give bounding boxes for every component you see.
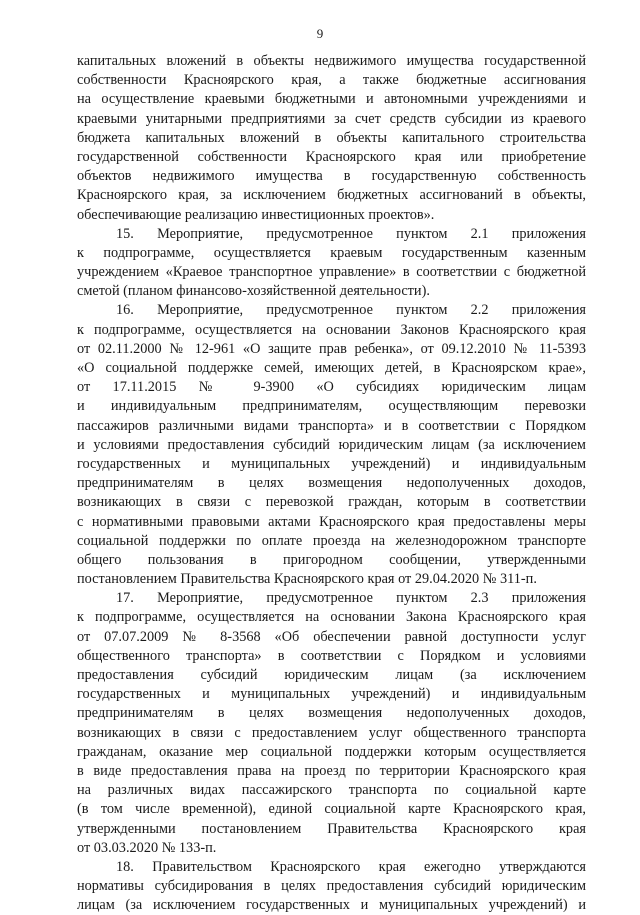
text-line: капитальных вложений в объекты недвижимого имущества государственной [77,53,586,69]
text-line: и индивидуальным предпринимателям, осуществляющим перевозки [77,398,586,415]
text-line: лицам (за исключением государственных и муниципальных учреждений) и [77,897,586,914]
text-line: общественного транспорта» в соответствии с Порядком и условиями [77,647,586,664]
text-line: социальной поддержки по оплате проезда на железнодорожном транспорте [77,532,586,549]
text-line: бюджета капитальных вложений в объекты капитального строительства [77,129,586,146]
text-line: государственных и муниципальных учреждений) и индивидуальным [77,455,586,472]
text-line: собственности Красноярского края, а также бюджетные ассигнования [77,72,586,89]
text-line: 15. Мероприятие, предусмотренное пунктом 2.1 приложения [116,225,586,242]
text-line: на осуществление краевыми бюджетными и автономными учреждениями и [77,91,586,108]
text-line: общего пользования в пригородном сообщении, утвержденными [77,551,586,568]
text-line: (в том числе временной), единой социальной карте Красноярского края, [77,801,586,818]
text-line: к подпрограмме, осуществляется на основании Закона Красноярского края [77,609,586,626]
text-line: государственной собственности Красноярского края или приобретение [77,148,586,165]
text-line: от 03.03.2020 № 133-п. [77,839,217,856]
text-line: от 17.11.2015 № 9-3900 «О субсидиях юридическим лицам [77,379,586,396]
text-line: предпринимателям в целях возмещения недополученных доходов, [77,475,586,492]
text-line: 18. Правительством Красноярского края ежегодно утверждаются [116,858,586,875]
text-line: обеспечивающие реализацию инвестиционных проектов». [77,206,435,223]
text-line: утвержденными постановлением Правительства Красноярского края [77,820,586,837]
text-line: к подпрограмме, осуществляется на основании Законов Красноярского края [77,321,586,338]
text-line: предпринимателям в целях возмещения недополученных доходов, [77,705,586,722]
text-line: Красноярского края, за исключением бюджетных ассигнований в объекты, [77,187,586,204]
text-line: на различных видах пассажирского транспорта по социальной карте [77,782,586,799]
text-line: нормативы субсидирования в целях предоставления субсидий юридическим [77,878,586,895]
text-line: 16. Мероприятие, предусмотренное пунктом 2.2 приложения [116,302,586,319]
text-line: «О социальной поддержке семей, имеющих детей, в Красноярском крае», [77,360,586,376]
text-line: с нормативными правовыми актами Красноярского края предоставлены меры [77,513,586,530]
page-number: 9 [316,26,324,41]
text-line: пассажиров различными видами транспорта» и в соответствии с Порядком [77,417,586,434]
text-line: возникающих в связи с перевозкой граждан, которым в соответствии [77,494,586,511]
text-line: возникающих в связи с предоставлением услуг общественного транспорта [77,724,586,741]
text-line: предоставления субсидий юридическим лицам (за исключением [77,667,586,683]
text-line: к подпрограмме, осуществляется краевым государственным казенным [77,244,586,261]
document-body [77,52,586,915]
text-line: в виде предоставления права на проезд по территории Красноярского края [77,762,586,779]
text-line: учреждением «Краевое транспортное управление» в соответствии с бюджетной [77,264,586,281]
text-line: от 07.07.2009 № 8-3568 «Об обеспечении равной доступности услуг [77,628,586,645]
text-line: краевыми унитарными предприятиями за счет средств субсидии из краевого [77,110,586,127]
text-line: и условиями предоставления субсидий юридическим лицам (за исключением [77,436,586,453]
text-line: постановлением Правительства Красноярского края от 29.04.2020 № 311-п. [77,571,537,588]
text-line: объектов недвижимого имущества в государственную собственность [77,168,586,185]
text-line: от 02.11.2000 № 12-961 «О защите прав ребенка», от 09.12.2010 № 11-5393 [77,340,586,357]
text-line: государственных и муниципальных учреждений) и индивидуальным [77,686,586,703]
text-line: сметой (планом финансово-хозяйственной деятельности). [77,283,430,300]
text-line: 17. Мероприятие, предусмотренное пунктом 2.3 приложения [116,590,586,607]
text-line: гражданам, оказание мер социальной поддержки которым осуществляется [77,743,586,760]
